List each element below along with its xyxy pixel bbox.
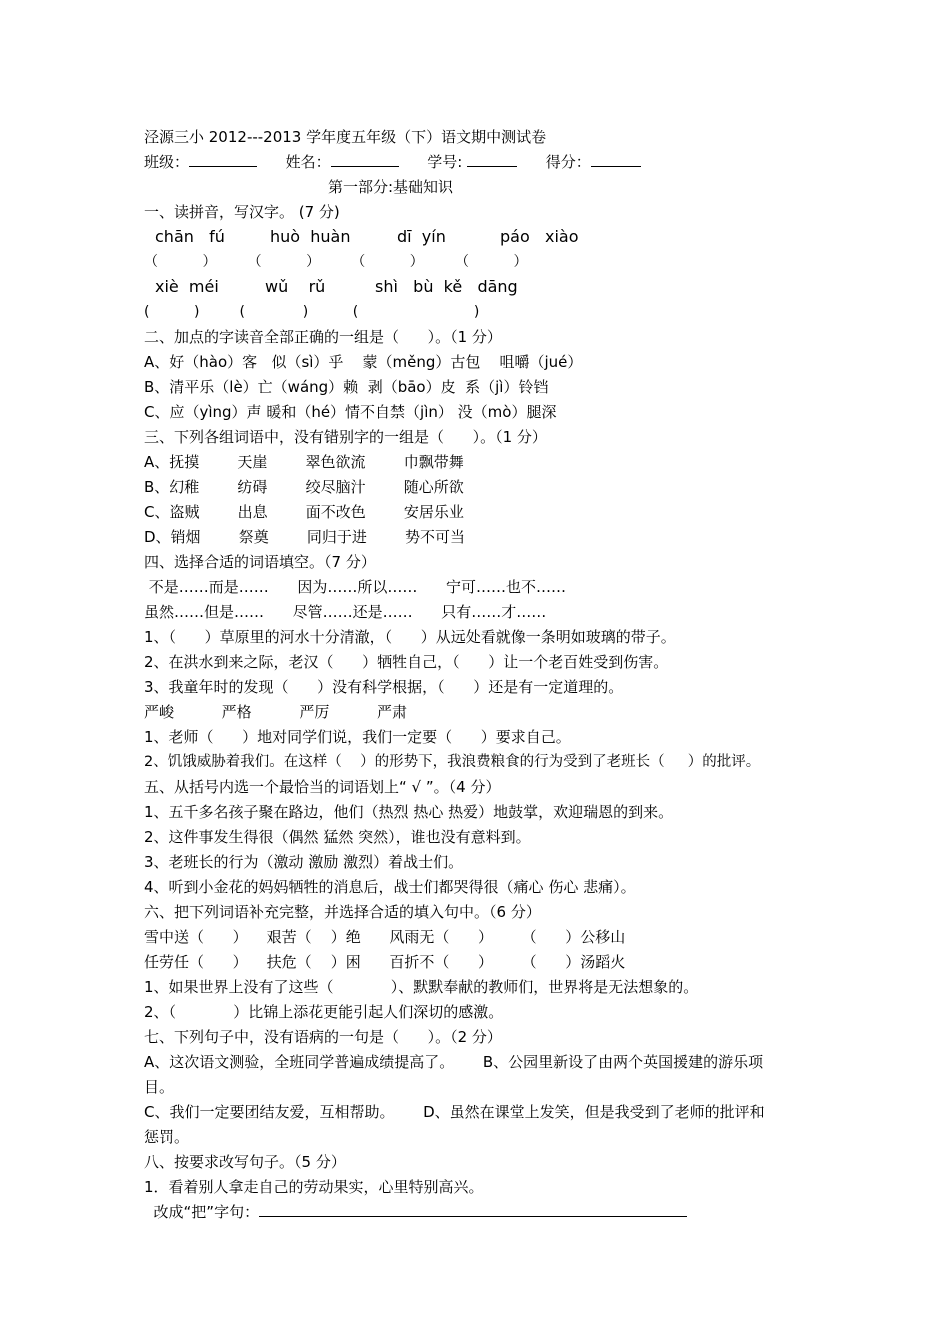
- pinyin-1: chān fú: [155, 227, 225, 246]
- q4-sentence-3: 3、我童年时的发现（ ）没有科学根据，（ ）还是有一定道理的。: [144, 678, 624, 696]
- class-blank: [189, 152, 257, 167]
- q4-options-1: 不是……而是…… 因为……所以…… 宁可……也不……: [144, 578, 566, 596]
- q5-sentence-2: 2、这件事发生得很（偶然 猛然 突然），谁也没有意料到。: [144, 828, 531, 846]
- id-blank: [467, 152, 517, 167]
- pinyin-5: xiè méi: [155, 277, 219, 296]
- q5-sentence-1: 1、五千多名孩子聚在路边，他们（热烈 热心 热爱）地鼓掌，欢迎瑞恩的到来。: [144, 803, 674, 821]
- score-label: 得分：: [545, 153, 591, 171]
- q8-title: 八、按要求改写句子。（5 分）: [144, 1153, 346, 1171]
- q7-line-4: 惩罚。: [144, 1128, 190, 1146]
- class-label: 班级：: [144, 153, 190, 171]
- q7-line-3: C、我们一定要团结友爱，互相帮助。 D、虽然在课堂上发笑，但是我受到了老师的批评和: [144, 1103, 765, 1121]
- exam-title: 泾源三小 2012---2013 学年度五年级（下）语文期中测试卷: [144, 128, 547, 146]
- q1-brackets-row1: （ ） （ ） （ ） （ ）: [144, 254, 528, 270]
- id-label: 学号:: [427, 153, 463, 171]
- part1-title: 第一部分:基础知识: [328, 178, 454, 196]
- score-blank: [591, 152, 641, 167]
- q3-option-b: B、幻稚 纺碍 绞尽脑汁 随心所欲: [144, 478, 464, 496]
- q8-task-row: [144, 1202, 687, 1222]
- q5-sentence-4: 4、听到小金花的妈妈牺牲的消息后，战士们都哭得很（痛心 伤心 悲痛）。: [144, 878, 636, 896]
- q4-sentence-5: 2、饥饿威胁着我们。在这样（ ）的形势下，我浪费粮食的行为受到了老班长（ ）的批评。: [144, 754, 761, 770]
- q5-title: 五、从括号内选一个最恰当的词语划上“ √ ”。（4 分）: [144, 778, 501, 796]
- q6-sentence-1: 1、如果世界上没有了这些（ ）、默默奉献的教师们，世界将是无法想象的。: [144, 978, 699, 996]
- q6-sentence-2: 2、（ ）比锦上添花更能引起人们深切的感激。: [144, 1003, 504, 1021]
- q7-line-2: 目。: [144, 1078, 175, 1096]
- pinyin-3: dī yín: [397, 227, 446, 246]
- q5-sentence-3: 3、老班长的行为（激动 激励 激烈）着战士们。: [144, 853, 464, 871]
- pinyin-2: huò huàn: [270, 227, 351, 246]
- q8-task-label: 改成“把”字句：: [144, 1203, 260, 1221]
- q4-sentence-2: 2、在洪水到来之际，老汉（ ）牺牲自己，（ ）让一个老百姓受到伤害。: [144, 653, 669, 671]
- q4-sentence-4: 1、老师（ ）地对同学们说，我们一定要（ ）要求自己。: [144, 728, 571, 746]
- q6-idioms-row1: 雪中送（ ） 艰苦（ ）绝 风雨无（ ） （ ）公移山: [144, 928, 626, 946]
- q2-option-b: B、清平乐（lè）亡（wáng）赖 剥（bāo）皮 系（jì）铃铛: [144, 378, 549, 396]
- q6-idioms-row2: 任劳任（ ） 扶危（ ）困 百折不（ ） （ ）汤蹈火: [144, 953, 626, 971]
- q3-option-c: C、盗贼 出息 面不改色 安居乐业: [144, 503, 464, 521]
- pinyin-6: wǔ rǔ: [265, 277, 326, 296]
- answer-line[interactable]: [259, 1202, 687, 1217]
- pinyin-4: páo xiào: [500, 227, 579, 246]
- q4-title: 四、选择合适的词语填空。（7 分）: [144, 553, 376, 571]
- q3-title: 三、下列各组词语中，没有错别字的一组是（ ）。（1 分）: [144, 428, 547, 446]
- q3-option-d: D、销烟 祭奠 同归于进 势不可当: [144, 528, 465, 546]
- q4-sentence-1: 1、（ ）草原里的河水十分清澈，（ ）从远处看就像一条明如玻璃的带子。: [144, 628, 676, 646]
- pinyin-7: shì bù kě dāng: [375, 277, 518, 296]
- q2-option-c: C、应（yìng）声 暖和（hé）情不自禁（jìn） 没（mò）腿深: [144, 403, 557, 421]
- q3-option-a: A、抚摸 天崖 翠色欲流 巾飘带舞: [144, 453, 464, 471]
- student-info-row: [144, 152, 641, 172]
- q2-option-a: A、好（hào）客 似（sì）乎 蒙（měng）古包 咀嚼（jué）: [144, 353, 583, 371]
- q1-brackets-row2: ( ) ( ) ( ): [144, 304, 480, 320]
- q7-line-1: A、这次语文测验，全班同学普遍成绩提高了。 B、公园里新设了由两个英国援建的游乐项: [144, 1053, 764, 1071]
- q6-title: 六、把下列词语补充完整，并选择合适的填入句中。（6 分）: [144, 903, 541, 921]
- q1-title: 一、读拼音，写汉字。 (7 分): [144, 203, 340, 221]
- q7-title: 七、下列句子中，没有语病的一句是（ ）。（2 分）: [144, 1028, 502, 1046]
- q2-title: 二、加点的字读音全部正确的一组是（ ）。（1 分）: [144, 328, 502, 346]
- name-blank: [331, 152, 399, 167]
- name-label: 姓名：: [285, 153, 331, 171]
- q4-options-2: 虽然……但是…… 尽管……还是…… 只有……才……: [144, 603, 547, 621]
- q8-sentence-1: 1．看着别人拿走自己的劳动果实，心里特别高兴。: [144, 1178, 484, 1196]
- q4-word-options: 严峻 严格 严厉 严肃: [144, 703, 408, 721]
